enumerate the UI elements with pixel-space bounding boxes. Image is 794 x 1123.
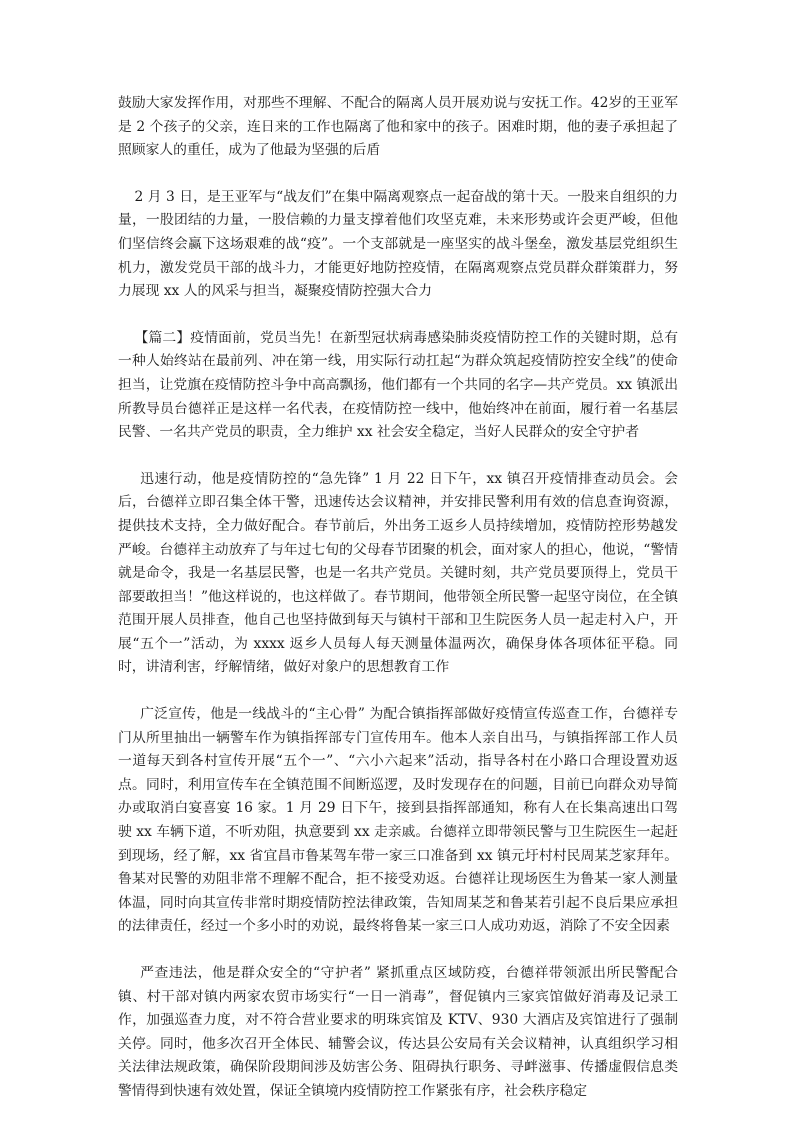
paragraph-5: 广泛宣传，他是一线战斗的“主心骨” 为配合镇指挥部做好疫情宣传巡查工作，台德祥专门从所里抽出一辆警车作为镇指挥部专门宣传用车。他本人亲自出马，与镇指挥部工作人员一道每天到各村宣传开展“五个一”、“六小六起来”活动，指导各村在小路口合理设置劝返点。同时，利用宣传车在全镇范围不间断巡逻，及时发现存在的问题，目前已向群众劝导简办或取消白宴喜宴 16 家。1 月 29 日下午，接到县指挥部通知，称有人在长集高速出口驾驶 xx 车辆下道，不听劝阻，执意要到 xx 走亲戚。台德祥立即带领民警与卫生院医生一起赶到现场，经了解，xx 省宜昌市鲁某驾车带一家三口准备到 xx 镇元圩村村民周某芝家拜年。鲁某对民警的劝阻非常不理解不配合，拒不接受劝返。台德祥让现场医生为鲁某一家人测量体温，同时向其宣传非常时期疫情防控法律政策，告知周某芝和鲁某若引起不良后果应承担的法律责任，经过一个多小时的劝说，最终将鲁某一家三口人成功劝返，消除了不安全因素 xyxy=(118,706,678,935)
paragraph-2: 2 月 3 日，是王亚军与“战友们”在集中隔离观察点一起奋战的第十天。一股来自组织的力量，一股团结的力量，一股信赖的力量支撑着他们攻坚克难，未来形势或许会更严峻，但他们坚信终会赢下这场艰难的战“疫”。一个支部就是一座坚实的战斗堡垒，激发基层党组织生机力，激发党员干部的战斗力，才能更好地防控疫情，在隔离观察点党员群众群策群力，努力展现 xx 人的风采与担当，凝聚疫情防控强大合力 xyxy=(118,188,678,300)
paragraph-3: 【篇二】疫情面前，党员当先！在新型冠状病毒感染肺炎疫情防控工作的关键时期，总有一种人始终站在最前列、冲在第一线，用实际行动扛起“为群众筑起疫情防控安全线”的使命担当，让党旗在疫情防控斗争中高高飘扬，他们都有一个共同的名字—共产党员。xx 镇派出所教导员台德祥正是这样一名代表，在疫情防控一线中，他始终冲在前面，履行着一名基层民警、一名共产党员的职责，全力维护 xx 社会安全稳定，当好人民群众的安全守护者 xyxy=(118,329,678,441)
paragraph-1: 鼓励大家发挥作用，对那些不理解、不配合的隔离人员开展劝说与安抚工作。42岁的王亚军是 2 个孩子的父亲，连日来的工作也隔离了他和家中的孩子。困难时期，他的妻子承担起了照顾家人的重任，成为了他最为坚强的后盾 xyxy=(118,95,678,159)
paragraph-4: 迅速行动，他是疫情防控的“急先锋” 1 月 22 日下午，xx 镇召开疫情排查动员会。会后，台德祥立即召集全体干警，迅速传达会议精神，并安排民警利用有效的信息查询资源，提供技术支持，全力做好配合。春节前后，外出务工返乡人员持续增加，疫情防控形势越发严峻。台德祥主动放弃了与年过七旬的父母春节团聚的机会，面对家人的担心，他说，“警情就是命令，我是一名基层民警，也是一名共产党员。关键时刻，共产党员要顶得上，党员干部要敢担当！”他这样说的，也这样做了。春节期间，他带领全所民警一起坚守岗位，在全镇范围开展人员排查，他自己也坚持做到每天与镇村干部和卫生院医务人员一起走村入户，开展“五个一”活动，为 xxxx 返乡人员每人每天测量体温两次，确保身体各项体征平稳。同时，讲清利害，纾解情绪，做好对象户的思想教育工作 xyxy=(118,470,678,676)
paragraph-6: 严查违法，他是群众安全的“守护者” 紧抓重点区域防疫，台德祥带领派出所民警配合镇、村干部对镇内两家农贸市场实行“一日一消毒”，督促镇内三家宾馆做好消毒及记录工作，加强巡查力度，对不符合营业要求的明珠宾馆及 KTV、930 大酒店及宾馆进行了强制关停。同时，他多次召开全体民、辅警会议，传达县公安局有关会议精神，认真组织学习相关法律法规政策，确保阶段期间涉及妨害公务、阻碍执行职务、寻衅滋事、传播虚假信息类警情得到快速有效处置，保证全镇境内疫情防控工作紧张有序，社会秩序稳定 xyxy=(118,965,678,1099)
document-page xyxy=(118,92,678,1104)
